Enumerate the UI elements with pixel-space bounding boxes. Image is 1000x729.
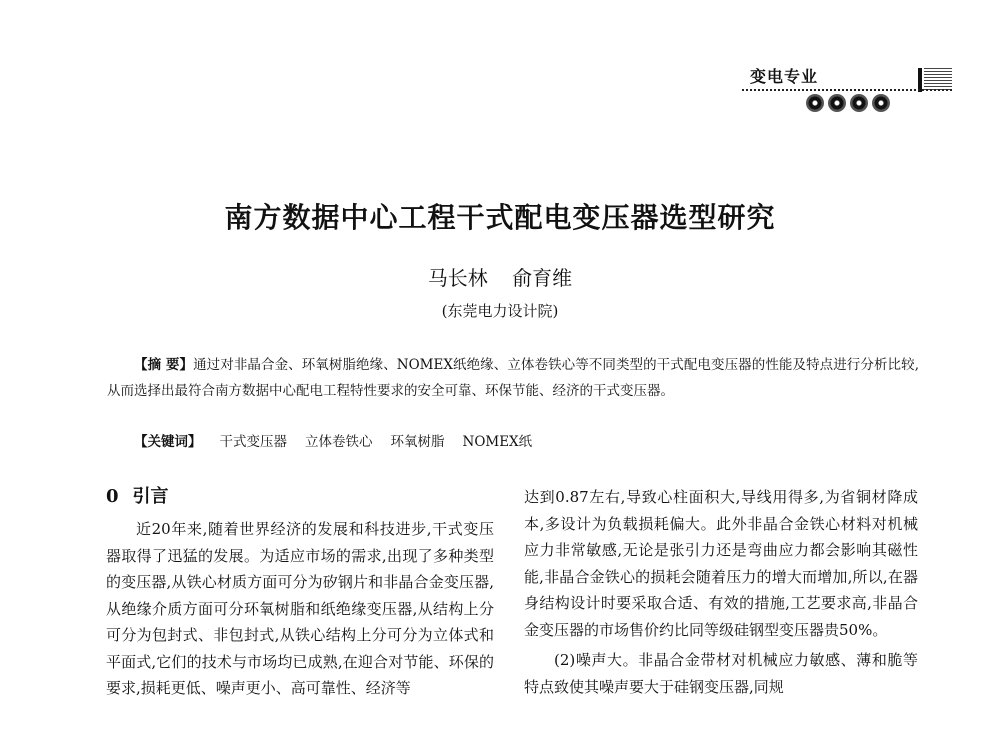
body-paragraph: 近20年来,随着世界经济的发展和科技进步,干式变压器取得了迅猛的发展。为适应市场的需求,出现了多种类型的变压器,从铁心材质方面可分为矽钢片和非晶合金变压器,从绝缘介质方面可分环氧树脂和纸绝缘变压器,从结构上分可分为包封式、非包封式,从铁心结构上分可分为立体式和平面式,它们的技术与市场均已成熟,在迎合对节能、环保的要求,损耗更低、噪声更小、高可靠性、经济等	[106, 520, 494, 697]
abstract	[107, 352, 919, 404]
ornament-dot-icon	[850, 94, 868, 112]
body-paragraph: (2)噪声大。非晶合金带材对机械应力敏感、薄和脆等特点致使其噪声要大于硅钢变压器,同规	[524, 651, 918, 696]
keyword-item: 立体卷铁心	[305, 434, 373, 450]
abstract-text: 通过对非晶合金、环氧树脂绝缘、NOMEX纸绝缘、立体卷铁心等不同类型的干式配电变压器的性能及特点进行分析比较,从而选择出最符合南方数据中心配电工程特性要求的安全可靠、环保节能、经济的干式变压器。	[107, 357, 919, 399]
section-heading	[106, 484, 494, 510]
paper-affiliation: (东莞电力设计院)	[441, 302, 559, 320]
section-number: 0	[106, 486, 119, 507]
keywords	[134, 430, 919, 454]
keyword-item: 环氧树脂	[390, 434, 445, 450]
journal-section-header	[742, 64, 958, 124]
keywords-label: 【关键词】	[134, 434, 202, 450]
paper-authors: 马长林 俞育维	[427, 266, 573, 290]
abstract-label: 【摘 要】	[134, 357, 194, 373]
body-paragraph: 达到0.87左右,导致心柱面积大,导线用得多,为省铜材降成本,多设计为负载损耗偏大。此外非晶合金铁心材料对机械应力非常敏感,无论是张引力还是弯曲应力都会影响其磁性能,非晶合金铁心的损耗会随着压力的增大而增加,所以,在器身结构设计时要采取合适、有效的措施,工艺要求高,非晶合金变压器的市场售价约比同等级硅钢型变压器贵50%。	[524, 488, 918, 639]
ornament-dot-icon	[806, 94, 824, 112]
paper-title: 南方数据中心工程干式配电变压器选型研究	[224, 201, 776, 234]
section-title: 引言	[132, 486, 169, 507]
keyword-item: 干式变压器	[219, 434, 287, 450]
header-ornament-icon	[806, 94, 890, 112]
ornament-dot-icon	[872, 94, 890, 112]
ornament-dot-icon	[828, 94, 846, 112]
right-column	[524, 484, 918, 700]
section-tag: 变电专业	[750, 67, 819, 86]
header-stripes-decoration	[924, 68, 952, 90]
left-column	[106, 484, 494, 702]
keyword-item: NOMEX纸	[462, 434, 533, 450]
header-dotted-rule	[742, 89, 952, 91]
